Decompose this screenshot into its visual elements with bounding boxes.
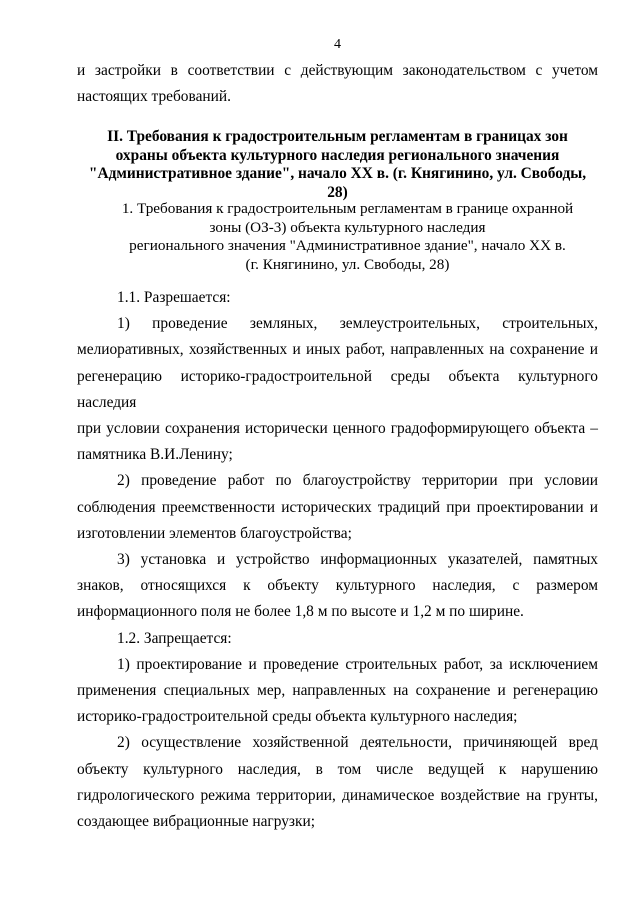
allowed-item-3 xyxy=(77,547,598,626)
forbidden-item-1-line: 1) проектирование и проведение строительных работ, за исключением xyxy=(117,655,598,673)
intro-line-1: и застройки в соответствии с действующим законодательством с учетом xyxy=(77,62,598,79)
allowed-item-1-line: 1) проведение земляных, землеустроительных, строительных, xyxy=(117,315,598,333)
allowed-item-2 xyxy=(77,468,598,547)
allowed-item-3-line: информационного поля не более 1,8 м по высоте и 1,2 м по ширине. xyxy=(77,603,524,621)
intro-line-2: настоящих требований. xyxy=(77,88,231,106)
allowed-item-1-line: при условии сохранения исторически ценного градоформирующего объекта – xyxy=(77,420,598,438)
forbidden-item-2-line: объекту культурного наследия, в том числе ведущей к нарушению xyxy=(77,760,598,778)
allowed-item-2-line: 2) проведение работ по благоустройству территории при условии xyxy=(117,472,598,490)
forbidden-item-2 xyxy=(77,730,598,835)
forbidden-item-2-line: создающее вибрационные нагрузки; xyxy=(77,813,316,831)
forbidden-item-2-line: гидрологического режима территории, динамическое воздействие на грунты, xyxy=(77,786,598,804)
allowed-item-1-line: памятника В.И.Ленину; xyxy=(77,446,233,464)
subsection-heading-line-4: (г. Княгинино, ул. Свободы, 28) xyxy=(245,255,450,273)
allowed-item-2-line: изготовлении элементов благоустройства; xyxy=(77,524,352,542)
allowed-item-3-line: 3) установка и устройство информационных указателей, памятных xyxy=(117,551,598,569)
page-number: 4 xyxy=(334,37,341,52)
allowed-item-3-line: знаков, относящихся к объекту культурного наследия, с размером xyxy=(77,577,598,595)
subsection-heading-line-2: зоны (ОЗ-3) объекта культурного наследия xyxy=(209,218,486,236)
section-heading xyxy=(77,128,598,202)
allowed-item-2-line: соблюдения преемственности исторических традиций при проектировании и xyxy=(77,498,598,516)
document-body xyxy=(77,285,598,835)
allowed-item-1 xyxy=(77,311,598,468)
forbidden-title: 1.2. Запрещается: xyxy=(117,629,232,647)
forbidden-item-1-line: применения специальных мер, направленных на сохранение и регенерацию xyxy=(77,682,598,700)
subsection-heading xyxy=(97,200,598,274)
forbidden-item-2-line: 2) осуществление хозяйственной деятельности, причиняющей вред xyxy=(117,734,598,752)
intro-paragraph xyxy=(77,58,598,110)
allowed-item-1-line: мелиоративных, хозяйственных и иных работ, направленных на сохранение и xyxy=(77,341,598,359)
subsection-heading-line-3: регионального значения "Административное здание", начало XX в. xyxy=(129,237,566,255)
allowed-title: 1.1. Разрешается: xyxy=(117,289,231,306)
forbidden-item-1-line: историко-градостроительной среды объекта культурного наследия; xyxy=(77,708,518,726)
section-heading-line-3: "Административное здание", начало XX в. (г. Княгинино, ул. Свободы, 28) xyxy=(88,165,587,201)
section-heading-line-1: II. Требования к градостроительным регламентам в границах зон xyxy=(107,128,568,145)
section-heading-line-2: охраны объекта культурного наследия регионального значения xyxy=(115,146,560,164)
allowed-item-1-line: регенерацию историко-градостроительной среды объекта культурного наследия xyxy=(77,367,598,411)
forbidden-item-1 xyxy=(77,652,598,731)
subsection-heading-line-1: 1. Требования к градостроительным регламентам в границе охранной xyxy=(121,200,574,217)
